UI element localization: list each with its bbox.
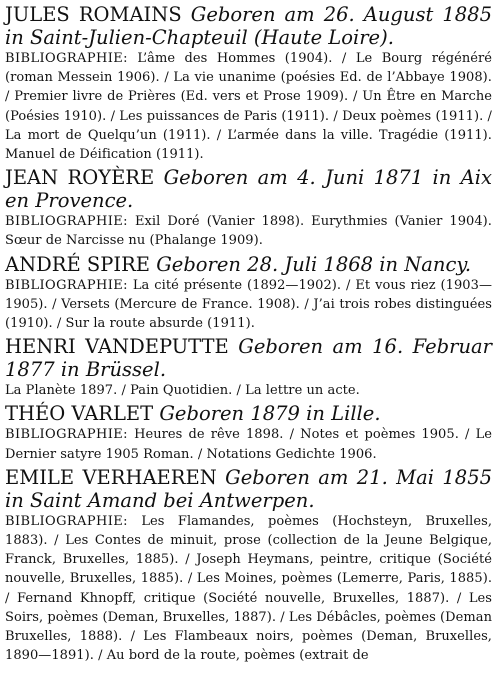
bibliography-text: L’âme des Hommes (1904). / Le Bourg régénéré (roman Messein 1906). / La vie unanime (poésies Ed. de l’Abbaye 1908). / Premier livre de Prières (Ed. vers et Prose 1909). / Un Être en Marche (Poésies 1910). / Les puissances de Paris (1911). / Deux poèmes (1911). / La mort de Quelqu’un (1911). / L’armée dans la ville. Tragédie (1911). Manuel de Déification (1911).: [5, 51, 492, 163]
author-bio: Geboren am 16. Februar 1877 in Brüssel.: [5, 335, 492, 382]
author-name: THÉO VARLET: [5, 402, 154, 426]
bibliography-text: Heures de rêve 1898. / Notes et poèmes 1905. / Le Dernier satyre 1905 Roman. / Notations Gedichte 1906.: [5, 427, 492, 462]
author-heading: [5, 3, 492, 49]
bibliography-text: Exil Doré (Vanier 1898). Eurythmies (Vanier 1904). Sœur de Narcisse nu (Phalange 1909).: [5, 214, 492, 249]
bibliography-label: BIBLIOGRAPHIE:: [5, 513, 128, 529]
author-bio: Geboren am 4. Juni 1871 in Aix en Provence.: [5, 166, 492, 213]
author-bio: Geboren 1879 in Lille.: [159, 402, 381, 426]
bibliography: [5, 425, 492, 463]
bibliography-text: La cité présente (1892—1902). / Et vous riez (1903—1905). / Versets (Mercure de France. 1908). / J’ai trois robes distinguées (1910). / Sur la route absurde (1911).: [5, 277, 492, 332]
author-entry-romains: [5, 3, 492, 164]
author-heading: [5, 466, 492, 512]
author-name: ANDRÉ SPIRE: [5, 252, 150, 276]
author-bio: Geboren am 21. Mai 1855 in Saint Amand bei Antwerpen.: [5, 465, 493, 512]
author-name: JULES ROMAINS: [5, 3, 182, 26]
author-name: HENRI VANDEPUTTE: [5, 335, 229, 359]
bibliography: [5, 276, 492, 334]
bibliography-label: BIBLIOGRAPHIE:: [5, 427, 128, 443]
author-bio: Geboren 28. Juli 1868 in Nancy.: [156, 252, 472, 276]
bibliography-label: BIBLIOGRAPHIE:: [5, 51, 128, 66]
author-name: JEAN ROYÈRE: [5, 166, 155, 190]
author-name: EMILE VERHAEREN: [5, 465, 217, 489]
author-entry-royere: [5, 166, 492, 250]
bibliography-label: BIBLIOGRAPHIE:: [5, 214, 128, 230]
bibliography: [5, 381, 492, 400]
author-entry-verhaeren: [5, 466, 492, 666]
author-heading: [5, 253, 492, 276]
author-entry-varlet: [5, 402, 492, 463]
author-entry-spire: [5, 253, 492, 334]
bibliography-label: BIBLIOGRAPHIE:: [5, 277, 128, 293]
bibliography: [5, 512, 492, 666]
bibliography-text: Les Flamandes, poèmes (Hochsteyn, Bruxelles, 1883). / Les Contes de minuit, prose (collection de la Jeune Belgique, Franck, Bruxelles, 1885). / Joseph Heymans, peintre, critique (Société nouvelle, Bruxelles, 1885). / Les Moines, poèmes (Lemerre, Paris, 1885). / Fernand Khnopff, critique (Société nouvelle, Bruxelles, 1887). / Les Soirs, poèmes (Deman, Bruxelles, 1887). / Les Débâcles, poèmes (Deman Bruxelles, 1888). / Les Flambeaux noirs, poèmes (Deman, Bruxelles, 1890—1891). / Au bord de la route, poèmes (extrait de: [5, 513, 493, 664]
bibliography: [5, 49, 492, 164]
bibliography: [5, 212, 492, 250]
author-heading: [5, 402, 492, 425]
author-heading: [5, 335, 492, 381]
author-bio: Geboren am 26. August 1885 in Saint-Julien-Chapteuil (Haute Loire).: [5, 3, 492, 49]
author-heading: [5, 166, 492, 212]
bibliography-text: La Planète 1897. / Pain Quotidien. / La lettre un acte.: [5, 383, 360, 399]
author-entry-vandeputte: [5, 335, 492, 400]
